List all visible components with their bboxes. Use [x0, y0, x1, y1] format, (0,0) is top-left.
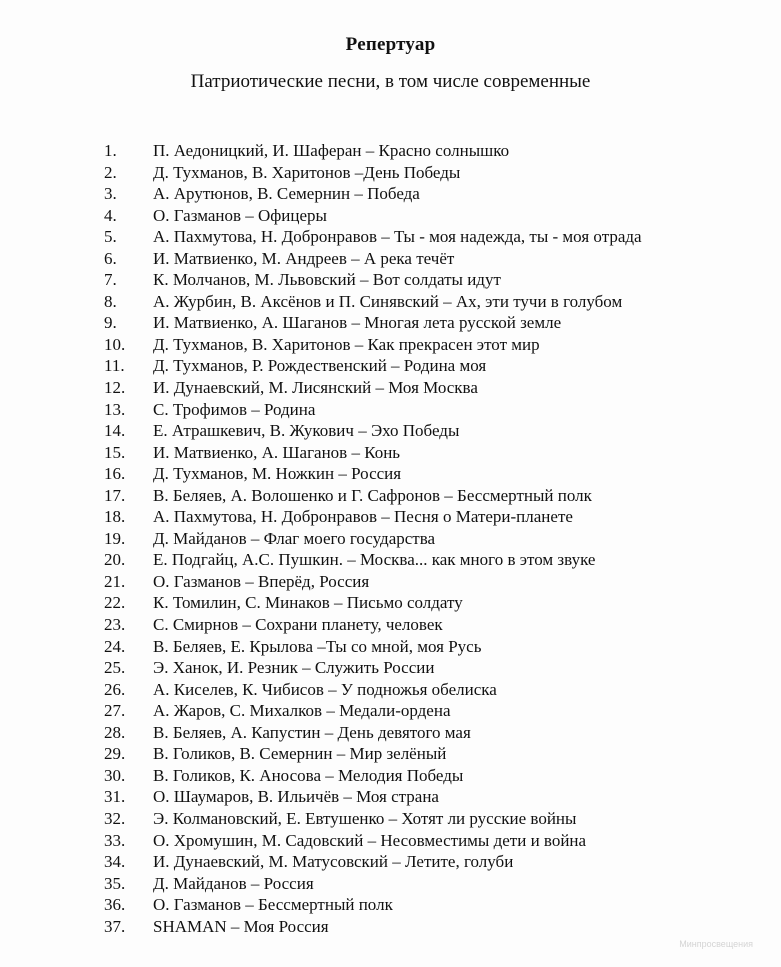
list-item	[0, 528, 781, 550]
list-item	[0, 571, 781, 593]
list-item	[0, 657, 781, 679]
list-item	[0, 549, 781, 571]
list-item-number: 2.	[104, 162, 117, 182]
list-item-text: Д. Майданов – Флаг моего государства	[153, 528, 436, 548]
list-item-number: 12.	[104, 378, 126, 398]
list-item-number: 25.	[104, 658, 126, 678]
list-item	[0, 873, 781, 895]
list-item-number: 1.	[104, 141, 117, 160]
list-item-number: 29.	[104, 744, 126, 764]
list-item-number: 3.	[104, 184, 117, 204]
list-item	[0, 743, 781, 765]
list-item	[0, 355, 781, 377]
list-item-text: П. Аедоницкий, И. Шаферан – Красно солнышко	[153, 141, 510, 160]
list-item-text: В. Голиков, В. Семернин – Мир зелёный	[153, 744, 447, 764]
list-item	[0, 312, 781, 334]
list-item-number: 10.	[104, 334, 126, 354]
list-item-text: И. Матвиенко, А. Шаганов – Многая лета русской земле	[153, 313, 562, 333]
list-item	[0, 377, 781, 399]
list-item-text: С. Трофимов – Родина	[153, 399, 316, 419]
list-item-text: В. Беляев, Е. Крылова –Ты со мной, моя Русь	[153, 636, 482, 656]
list-item-text: А. Арутюнов, В. Семернин – Победа	[153, 184, 420, 204]
list-item-number: 8.	[104, 291, 117, 311]
watermark: Минпросвещения	[679, 939, 753, 949]
list-item-text: И. Матвиенко, М. Андреев – А река течёт	[153, 248, 455, 268]
list-item-text: Д. Тухманов, М. Ножкин – Россия	[153, 464, 402, 484]
list-item-number: 23.	[104, 615, 126, 635]
list-item	[0, 700, 781, 722]
list-item	[0, 162, 781, 184]
list-item-text: Д. Тухманов, В. Харитонов – Как прекрасен этот мир	[153, 334, 540, 354]
list-item	[0, 808, 781, 830]
list-item	[0, 851, 781, 873]
list-item	[0, 894, 781, 916]
list-item-number: 22.	[104, 593, 126, 613]
list-item-text: О. Хромушин, М. Садовский – Несовместимы дети и война	[153, 830, 587, 850]
list-item-number: 13.	[104, 399, 126, 419]
list-item	[0, 205, 781, 227]
list-item-number: 17.	[104, 485, 126, 505]
list-item-text: В. Голиков, К. Аносова – Мелодия Победы	[153, 765, 464, 785]
list-item-text: Е. Атрашкевич, В. Жукович – Эхо Победы	[153, 421, 460, 441]
list-item-number: 32.	[104, 808, 126, 828]
list-item-text: И. Матвиенко, А. Шаганов – Конь	[153, 442, 401, 462]
list-item-text: А. Пахмутова, Н. Добронравов – Ты - моя надежда, ты - моя отрада	[153, 227, 642, 247]
list-item	[0, 248, 781, 270]
list-item-number: 37.	[104, 916, 126, 936]
list-item-text: Д. Тухманов, Р. Рождественский – Родина моя	[153, 356, 487, 376]
list-item	[0, 269, 781, 291]
list-item	[0, 463, 781, 485]
list-item	[0, 226, 781, 248]
list-item	[0, 183, 781, 205]
list-item-number: 26.	[104, 679, 126, 699]
list-item-text: SHAMAN – Моя Россия	[153, 916, 329, 936]
list-item	[0, 636, 781, 658]
list-item	[0, 830, 781, 852]
list-item-text: О. Газманов – Вперёд, Россия	[153, 571, 370, 591]
list-item-number: 24.	[104, 636, 126, 656]
list-item-text: И. Дунаевский, М. Матусовский – Летите, голуби	[153, 852, 514, 872]
list-item-number: 35.	[104, 873, 126, 893]
list-item-number: 14.	[104, 421, 126, 441]
list-item-text: Д. Тухманов, В. Харитонов –День Победы	[153, 162, 461, 182]
list-item-text: А. Журбин, В. Аксёнов и П. Синявский – Ах, эти тучи в голубом	[153, 291, 623, 311]
list-item-number: 15.	[104, 442, 126, 462]
list-item-text: В. Беляев, А. Волошенко и Г. Сафронов – Бессмертный полк	[153, 485, 592, 505]
list-item-text: Е. Подгайц, А.С. Пушкин. – Москва... как много в этом звуке	[153, 550, 596, 570]
list-item	[0, 679, 781, 701]
list-item	[0, 786, 781, 808]
list-item-text: И. Дунаевский, М. Лисянский – Моя Москва	[153, 378, 478, 398]
list-item-text: Э. Ханок, И. Резник – Служить России	[153, 658, 435, 678]
list-item-text: В. Беляев, А. Капустин – День девятого мая	[153, 722, 471, 742]
list-item	[0, 485, 781, 507]
document-title: Репертуар	[345, 34, 436, 55]
list-item	[0, 722, 781, 744]
list-item	[0, 442, 781, 464]
list-item-number: 16.	[104, 464, 126, 484]
document-subtitle: Патриотические песни, в том числе современные	[190, 71, 591, 92]
list-item-text: А. Киселев, К. Чибисов – У подножья обелиска	[153, 679, 497, 699]
list-item-number: 20.	[104, 550, 126, 570]
list-item-number: 28.	[104, 722, 126, 742]
list-item-text: С. Смирнов – Сохрани планету, человек	[153, 615, 443, 635]
list-item-text: А. Пахмутова, Н. Добронравов – Песня о Матери-планете	[153, 507, 573, 527]
list-item	[0, 506, 781, 528]
list-item-text: О. Газманов – Бессмертный полк	[153, 895, 393, 915]
list-item-number: 5.	[104, 227, 117, 247]
list-item-text: О. Шаумаров, В. Ильичёв – Моя страна	[153, 787, 439, 807]
list-item-number: 7.	[104, 270, 117, 290]
list-item	[0, 765, 781, 787]
list-item-number: 27.	[104, 701, 126, 721]
list-item	[0, 291, 781, 313]
list-item-number: 19.	[104, 528, 126, 548]
list-item-number: 36.	[104, 895, 126, 915]
list-item-number: 18.	[104, 507, 126, 527]
list-item-number: 31.	[104, 787, 126, 807]
list-item	[0, 420, 781, 442]
list-item-number: 9.	[104, 313, 117, 333]
list-item-text: А. Жаров, С. Михалков – Медали-ордена	[153, 701, 451, 721]
list-item-number: 21.	[104, 571, 126, 591]
list-item	[0, 592, 781, 614]
list-item-number: 34.	[104, 852, 126, 872]
list-item-number: 33.	[104, 830, 126, 850]
list-item-text: О. Газманов – Офицеры	[153, 205, 327, 225]
list-item-text: Д. Майданов – Россия	[153, 873, 314, 893]
list-item-text: Э. Колмановский, Е. Евтушенко – Хотят ли русские войны	[153, 808, 577, 828]
list-item	[0, 614, 781, 636]
list-item-number: 6.	[104, 248, 117, 268]
list-item	[0, 399, 781, 421]
list-item	[0, 334, 781, 356]
song-list	[0, 140, 781, 937]
list-item-number: 11.	[104, 356, 125, 376]
list-item-number: 30.	[104, 765, 126, 785]
list-item-text: К. Томилин, С. Минаков – Письмо солдату	[153, 593, 463, 613]
list-item-number: 4.	[104, 205, 117, 225]
list-item-text: К. Молчанов, М. Львовский – Вот солдаты идут	[153, 270, 501, 290]
list-item	[0, 140, 781, 162]
list-item	[0, 916, 781, 938]
